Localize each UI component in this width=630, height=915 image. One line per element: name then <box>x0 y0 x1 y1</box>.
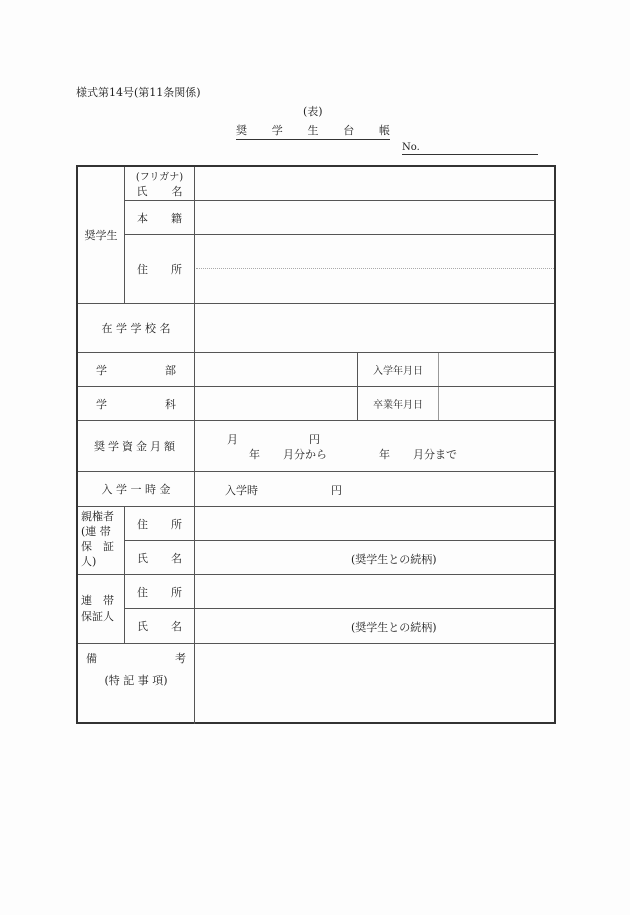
label-line: 親権者 <box>81 510 114 523</box>
guardian-name-label <box>125 541 194 574</box>
label-line: 人) <box>81 555 97 568</box>
student-group-label: 奨学生 <box>84 229 118 242</box>
title-char: 奨 <box>236 124 247 137</box>
label-line: 保 証 <box>81 540 114 553</box>
student-address-field[interactable] <box>195 235 554 303</box>
enrollment-date-label: 入学年月日 <box>373 366 423 377</box>
monthly-amount-label: 奨学資金月額 <box>94 440 178 453</box>
title-char: 台 <box>343 124 355 137</box>
guardian-name-field[interactable] <box>195 541 554 574</box>
label-char: 氏 <box>137 620 148 633</box>
faculty-field[interactable] <box>195 353 357 386</box>
side-label: (表) <box>303 105 323 118</box>
guardian-group-label <box>81 509 123 573</box>
label-char: 科 <box>165 397 176 411</box>
label-line: 連 帯 <box>81 594 114 607</box>
page-title <box>236 122 390 140</box>
guarantor-group-label <box>81 575 123 643</box>
yen-label: 円 <box>309 433 320 446</box>
label-char: 本 <box>137 211 148 225</box>
honseki-label <box>125 201 194 234</box>
label-char: 住 <box>137 263 148 276</box>
name-label-text <box>137 183 183 199</box>
relation-label: (奨学生との続柄) <box>351 621 437 634</box>
label-char: 部 <box>165 363 176 377</box>
honseki-field[interactable] <box>195 201 554 234</box>
lump-sum-field[interactable] <box>195 472 554 506</box>
label-char: 名 <box>171 551 182 565</box>
remarks-field[interactable] <box>195 644 554 724</box>
department-field[interactable] <box>195 387 357 420</box>
guarantor-name-label <box>125 609 194 643</box>
guarantor-name-field[interactable] <box>195 609 554 643</box>
faculty-label <box>78 353 194 386</box>
label-line: (連 帯 <box>81 525 111 538</box>
label-char: 名 <box>171 185 183 198</box>
student-name-field[interactable] <box>195 167 554 200</box>
label-char: 籍 <box>171 211 182 225</box>
relation-label: (奨学生との続柄) <box>351 553 437 566</box>
title-char: 帳 <box>379 124 390 137</box>
enrollment-date-field[interactable] <box>439 353 554 386</box>
title-char: 生 <box>307 124 319 137</box>
to-month-label: 月分まで <box>413 448 457 461</box>
remarks-label <box>78 644 194 724</box>
label-char: 氏 <box>137 551 148 565</box>
guardian-address-label <box>125 507 194 540</box>
label-char: 学 <box>96 397 107 411</box>
guarantor-address-label <box>125 575 194 608</box>
label-char: 氏 <box>136 185 148 198</box>
label-char: 所 <box>171 517 182 531</box>
furigana-label: (フリガナ) <box>135 172 184 183</box>
label-char: 学 <box>96 363 107 377</box>
label-char: 所 <box>171 263 182 276</box>
label-line: 保証人 <box>81 610 114 623</box>
remarks-title <box>86 650 186 666</box>
label-char: 備 <box>86 652 97 665</box>
remarks-sub-label: (特 記 事 項) <box>104 674 168 687</box>
label-char: 住 <box>137 585 148 599</box>
graduation-date-field[interactable] <box>439 387 554 420</box>
department-label <box>78 387 194 420</box>
guarantor-address-field[interactable] <box>195 575 554 608</box>
yen-label: 円 <box>331 484 342 497</box>
form-number: 様式第14号(第11条関係) <box>76 86 201 99</box>
register-table <box>76 165 556 724</box>
no-label: No. <box>402 142 420 153</box>
label-char: 名 <box>171 620 182 633</box>
guardian-address-field[interactable] <box>195 507 554 540</box>
number-field[interactable] <box>402 142 538 155</box>
from-year-label: 年 <box>249 448 260 461</box>
month-label: 月 <box>227 433 238 446</box>
monthly-amount-field[interactable] <box>195 421 554 471</box>
label-char: 考 <box>175 652 186 665</box>
to-year-label: 年 <box>379 448 390 461</box>
label-char: 所 <box>171 585 182 599</box>
graduation-date-label: 卒業年月日 <box>373 400 423 411</box>
school-name-field[interactable] <box>195 304 554 352</box>
from-month-label: 月分から <box>283 448 327 461</box>
title-char: 学 <box>271 124 283 137</box>
name-label <box>125 167 194 200</box>
address-label <box>125 235 194 303</box>
lump-sum-label: 入 学 一 時 金 <box>101 483 171 496</box>
label-char: 住 <box>137 517 148 531</box>
school-name-label: 在 学 学 校 名 <box>101 322 171 335</box>
at-entry-label: 入学時 <box>225 484 258 497</box>
